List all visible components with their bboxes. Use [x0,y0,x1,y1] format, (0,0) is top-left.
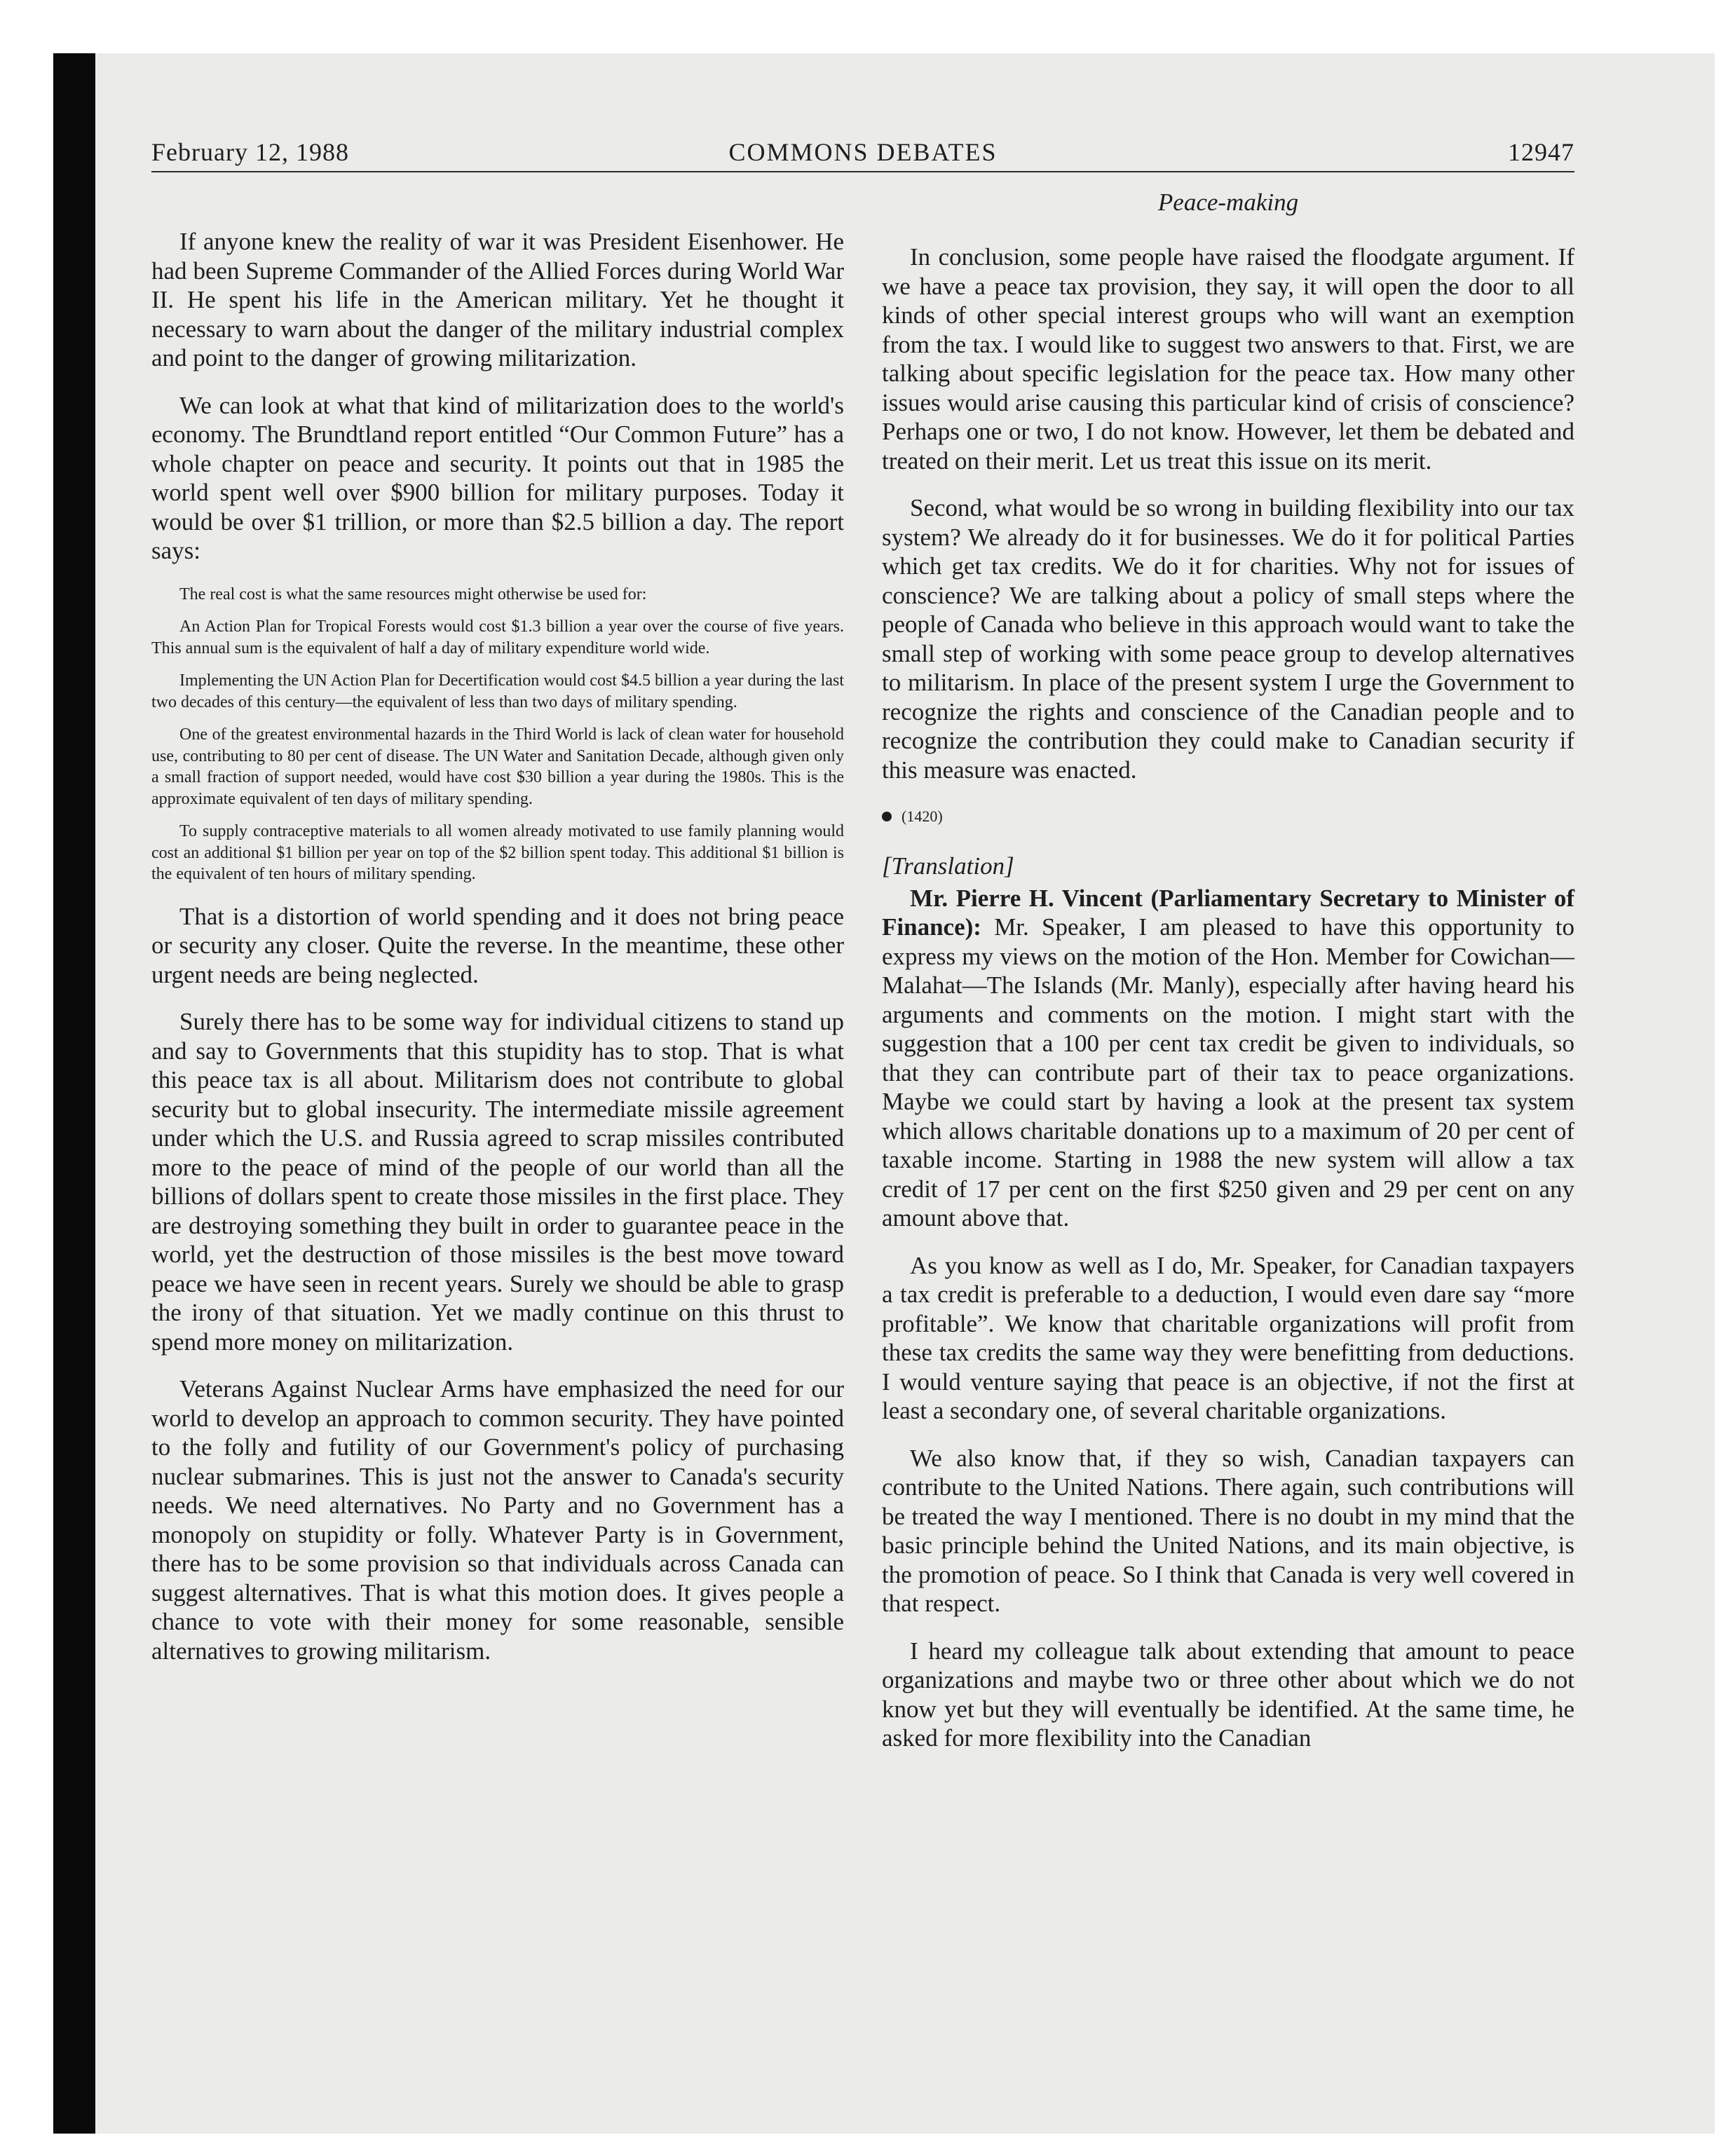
paragraph: That is a distortion of world spending and it does not bring peace or security any closer. Quite the reverse. In the meantime, these other urgent needs are being neglected. [151,902,844,988]
right-column [882,188,1574,1771]
left-column [151,188,844,1684]
paragraph: In conclusion, some people have raised the floodgate argument. If we have a peace tax provision, they say, it will open the door to all kinds of other special interest groups who will want an exemption from the tax. I would like to suggest two answers to that. First, we are talking about specific legislation for the peace tax. How many other issues would arise causing this particular kind of crisis of conscience? Perhaps one or two, I do not know. However, let them be debated and treated on their merit. Let us treat this issue on its merit. [882,243,1574,475]
paragraph: As you know as well as I do, Mr. Speaker, for Canadian taxpayers a tax credit is preferable to a deduction, I would even dare say “more profitable”. We know that charitable organizations will profit from these tax credits the same way they were benefitting from deductions. I would venture saying that peace is an objective, if not the first at least a secondary one, of several charitable organizations. [882,1251,1574,1424]
paragraph: I heard my colleague talk about extending that amount to peace organizations and maybe two or three other about which we do not know yet but they will eventually be identified. At the same time, he asked for more flexibility into the Canadian [882,1637,1574,1752]
paragraph: We also know that, if they so wish, Canadian taxpayers can contribute to the United Nations. There again, such contributions will be treated the way I mentioned. There is no doubt in my mind that the basic principle behind the United Nations, and its main objective, is the promotion of peace. So I think that Canada is very well covered in that respect. [882,1444,1574,1617]
quoted-paragraph: To supply contraceptive materials to all women already motivated to use family planning would cost an additional $1 billion per year on top of the $2 billion spent today. This additional $1 billion is the equivalent of ten hours of military spending. [151,822,844,883]
quoted-paragraph: An Action Plan for Tropical Forests would cost $1.3 billion a year over the course of five years. This annual sum is the equivalent of half a day of military expenditure world wide. [151,618,844,657]
header-rule [151,171,1574,172]
page-header [151,137,1574,171]
paragraph: We can look at what that kind of militarization does to the world's economy. The Brundtland report entitled “Our Common Future” has a whole chapter on peace and security. It points out that in 1985 the world spent well over $900 billion for military purposes. Today it would be over $1 trillion, or more than $2.5 billion a day. The report says: [151,391,844,564]
speech-text: Mr. Speaker, I am pleased to have this opportunity to express my views on the motion of the Hon. Member for Cowichan—Malahat—The Islands (Mr. Manly), especially after having heard his arguments and comments on the motion. I might start with the suggestion that a 100 per cent tax credit be given to individuals, so that they can contribute part of their tax to peace organizations. Maybe we could start by having a look at the present tax system which allows charitable donations up to a maximum of 20 per cent of taxable income. Starting in 1988 the new system will allow a tax credit of 17 per cent on the first $250 given and 29 per cent on any amount above that. [882,913,1574,1231]
header-page-number: 12947 [1508,138,1574,166]
paragraph: Surely there has to be some way for individual citizens to stand up and say to Governments that this stupidity has to stop. That is what this peace tax is all about. Militarism does not contribute to global security but to global insecurity. The intermediate missile agreement under which the U.S. and Russia agreed to scrap missiles contributed more to the peace of mind of the people of our world than all the billions of dollars spent to create those missiles in the first place. They are destroying something they built in order to guarantee peace in the world, yet the destruction of those missiles is the best move toward peace we have seen in recent years. Surely we should be able to grasp the irony of that situation. Yet we madly continue on this thrust to spend more money on militarization. [151,1008,844,1356]
column-top-spacer [151,188,844,227]
speaker-paragraph [882,884,1574,1233]
section-heading: Peace-making [1157,189,1299,216]
quoted-paragraph: Implementing the UN Action Plan for Decertification would cost $4.5 billion a year during the last two decades of this century—the equivalent of less than two days of military spending. [151,671,844,711]
paragraph: If anyone knew the reality of war it was President Eisenhower. He had been Supreme Commander of the Allied Forces during World War II. He spent his life in the American military. Yet he thought it necessary to warn about the danger of the military industrial complex and point to the danger of growing militarization. [151,228,844,371]
header-date: February 12, 1988 [151,138,349,166]
speaker-name: Mr. Pierre H. Vincent (Parliamentary Secretary to Minister of Finance): [882,884,1574,941]
quoted-paragraph: One of the greatest environmental hazards in the Third World is lack of clean water for household use, contributing to 80 per cent of disease. The UN Water and Sanitation Decade, although given only a small fraction of support needed, would have cost $30 billion a year during the 1980s. This is the approximate equivalent of ten days of military spending. [151,725,844,808]
translation-label: [Translation] [882,852,1014,880]
header-publication: COMMONS DEBATES [728,138,998,166]
time-marker [882,803,1574,831]
paragraph: Second, what would be so wrong in building flexibility into our tax system? We already do it for businesses. We do it for political Parties which get tax credits. We do it for charities. Why not for issues of conscience? We are talking about a policy of small steps where the people of Canada who believe in this approach would want to take the small step of working with some peace group to develop alternatives to militarism. In place of the present system I urge the Government to recognize the rights and conscience of the Canadian people and to recognize the contribution they could make to Canadian security if this measure was enacted. [882,494,1574,784]
paragraph: Veterans Against Nuclear Arms have emphasized the need for our world to develop an approach to common security. They have pointed to the folly and futility of our Government's policy of purchasing nuclear submarines. This is just not the answer to Canada's security needs. We need alternatives. No Party and no Government has a monopoly on stupidity or folly. Whatever Party is in Government, there has to be some provision so that individuals across Canada can suggest alternatives. That is what this motion does. It gives people a chance to vote with their money for some reasonable, sensible alternatives to growing militarism. [151,1375,844,1665]
scan-binding-shadow [53,53,95,2134]
quoted-paragraph: The real cost is what the same resources might otherwise be used for: [179,585,647,603]
bullet-icon [882,812,892,821]
time-marker-text: (1420) [901,807,943,825]
